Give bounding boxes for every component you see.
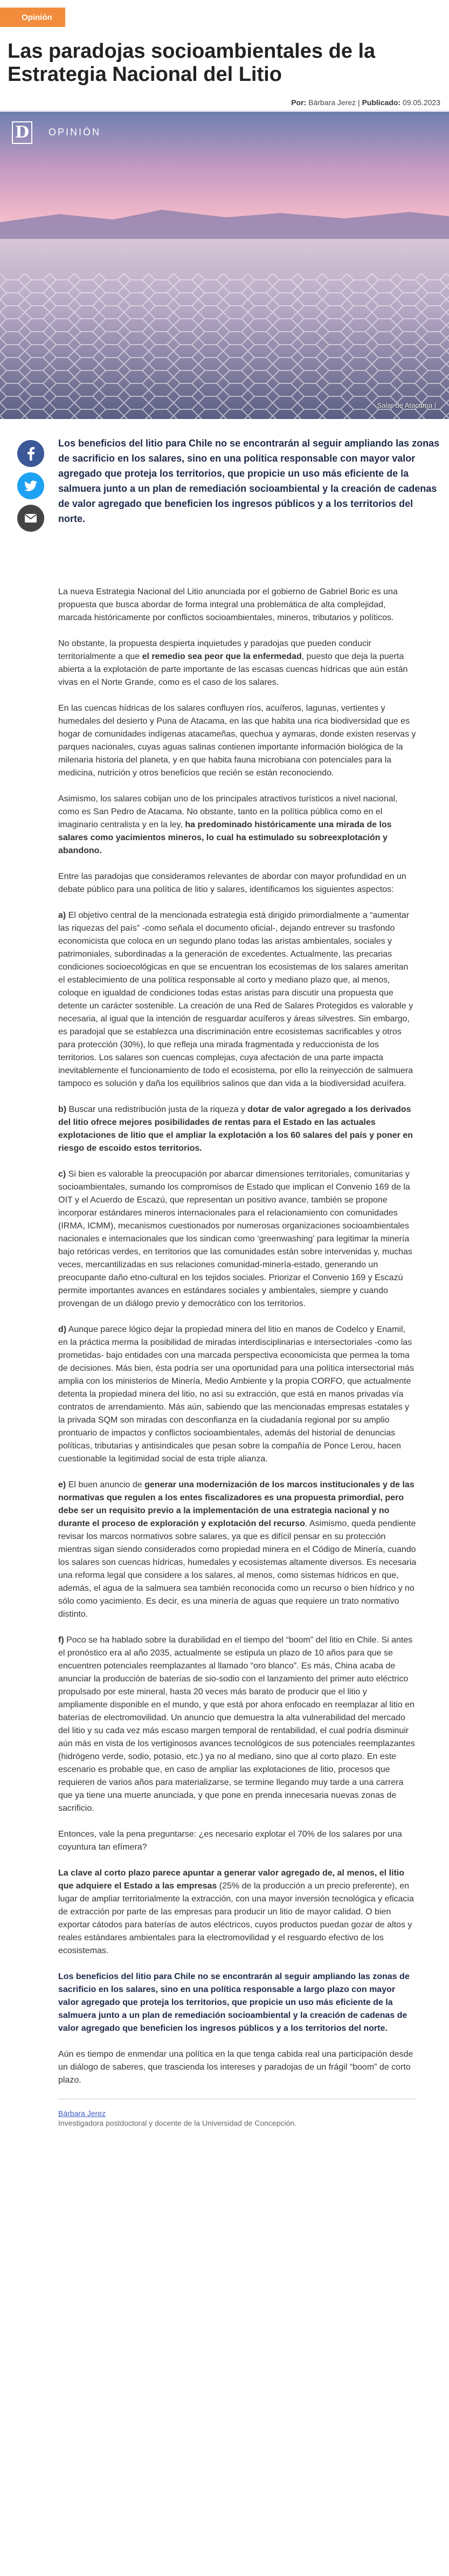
share-twitter-button[interactable] [17,472,44,499]
paragraph-text: . Asimismo, queda pendiente revisar los marcos normativos sobre salares, ya que es difícil pensar en su protección mientras sigan siendo considerados como propiedad minera en el Código de Minería, cuando los salares son cuencas hídricas, humedales y ecosistemas altamente diversos. Es necesaria una reforma legal que considere a los salares, al menos, como sistemas hídricos en que, además, el agua de la salmuera sea también reconocida como un recurso o bien hídrico y no sólo como yacimiento. Es decir, es una minería de aguas que requiere un trato normativo distinto. [58,1519,417,1619]
bold-text: b) [58,1105,67,1114]
paragraph-text: En las cuencas hídricas de los salares confluyen ríos, acuíferos, lagunas, vertientes y humedales del desierto y Puna de Atacama, en las que habita una rica biodiversidad que es hogar de comunidades indígenas atacameñas, quechua y aymaras, donde existen reservas y parques nacionales, cuyas aguas salinas contienen importante información biológica de la milenaria historia del planeta, y en que habita fauna microbiana con potenciales para la medicina, nutrición y otros beneficios que recién se están reconociendo. [58,704,416,778]
paragraph-text: La nueva Estrategia Nacional del Litio anunciada por el gobierno de Gabriel Boric es una propuesta que busca abordar de forma integral una problemática de alta complejidad, marcada históricamente por conflictos socioambientales, mineros, tributarios y políticos. [58,587,398,622]
paragraph-text: Buscar una redistribución justa de la riqueza y [66,1105,248,1114]
body-paragraph [58,1867,417,1957]
paragraph-text: , puesto que deja la puerta abierta a la explotación de parte importante de las escasas cuencas hídricas que aún están vivas en el Norte Grande, como es el caso de los salares. [58,652,408,687]
bold-text: c) [58,1170,66,1179]
email-icon [17,505,44,532]
photo-caption: Salar de Atacama | [377,401,436,409]
twitter-icon [17,472,44,499]
article-title: Las paradojas socioambientales de la Estrategia Nacional del Litio [8,40,376,86]
bold-text: f) [58,1636,64,1645]
section-label: OPINIÓN [49,127,101,138]
body-paragraph [58,1828,417,1854]
article-body [58,586,417,2127]
paragraph-text: El objetivo central de la mencionada estrategia está dirigido primordialmente a “aumentar las riquezas del país” -como señala el documento oficial-, dejando entrever su trasfondo economicista que coloca en un segundo plano todas las aristas ambientales, sociales y patrimoniales, subordinadas a la generación de excedentes. Actualmente, las precarias condiciones socioecológicas en que se encuentran los ecosistemas de los salares ameritan el establecimiento de una política responsable al corto y mediano plazo que, al menos, coloque en igualdad de condiciones todas estas aristas para discutir una propuesta que detente un carácter sostenible. La creación de una Red de Salares Protegidos es valorable y necesaria, al igual que la intención de resguardar acuíferos y áreas silvestres. Sin embargo, es paradojal que se establezca una discriminación entre ecosistemas sacrificables y otros para protección (30%), lo que refleja una mirada fragmentada y reduccionista de los territorios. Los salares son cuencas complejas, cuya afectación de una parte impacta inevitablemente el funcionamiento de todo el ecosistema, por ello la reinyección de salmuera tampoco es solución y daña los equilibrios salinos que dan vida a la biodiversidad acuífera. [58,911,413,1088]
salt-flat-landscape [0,112,449,419]
paragraph-text: Si bien es valorable la preocupación por abarcar dimensiones territoriales, comunitarias y socioambientales, sumando los compromisos de Estado que implican el Convenio 169 de la OIT y el Acuerdo de Escazú, que representan un positivo avance, también se propone incorporar estándares mineros internacionales para el relacionamiento con comunidades (IRMA, ICMM), mecanismos cuestionados por numerosas organizaciones socioambientales nacionales e internacionales que los sindican como ‘greenwashing’ para legitimar la minería bajo retóricas verdes, en territorios que las comunidades están sobre intervenidas y, muchas veces, mercantilizadas en sus relaciones comunidad-minería-estado, generando un preocupante daño etno-cultural en los tejidos sociales. Priorizar el Convenio 169 y Escazú permite importantes avances en estándares sociales y ambientales, siempre y cuando provengan de un diálogo previo y democrático con los territorios. [58,1170,412,1308]
bold-text: generar una modernización de los marcos institucionales y de las normativas que regulen a los entes fiscalizadores es una propuesta primordial, pero debe ser un requisito previo a la implementación de una estrategia nacional y no durante el proceso de exploración y explotación del recurso [58,1480,415,1528]
byline-divider [0,110,449,111]
byline-por-label: Por: [291,98,307,107]
paragraph-text: Aunque parece lógico dejar la propiedad minera del litio en manos de Codelco y Enamil, en la práctica merma la posibilidad de miradas interdisciplinarias e intersectoriales -como las prometidas- bajo entidades con una marcada perspectiva economicista que permea la toma de decisiones. Más bien, ésta podría ser una oportunidad para una política intersectorial más amplia con los ministerios de Minería, Medio Ambiente y la propia CORFO, que actualmente detenta la propiedad minera del litio, no así su extracción, que está en manos privadas vía contratos de arrendamiento. Más aún, sabiendo que las mencionadas empresas estatales y la privada SQM son miradas con desconfianza en la ciudadanía regional por su amplio prontuario de impactos y conflictos socioambientales, además del historial de denuncias políticas, tributarias y antisindicales que pesan sobre la compañía de Ponce Lerou, hacen cuestionable la legitimidad social de esta triple alianza. [58,1325,414,1464]
paragraph-text: El buen anuncio de [66,1480,145,1489]
body-paragraph [58,1168,417,1310]
body-paragraph [58,2048,417,2087]
body-paragraph [58,909,417,1090]
category-tag[interactable]: Opinión [0,8,65,27]
body-paragraph [58,702,417,780]
body-paragraph [58,1479,417,1621]
paragraph-text: Aún es tiempo de enmendar una política en la que tenga cabida real una participación desde un diálogo de saberes, que trascienda los intereses y paradojas de un frágil “boom” de corto plazo. [58,2050,413,2085]
closing-paragraph [58,1970,417,2035]
outlet-logo: D [12,121,32,144]
body-paragraph [58,793,417,857]
byline-separator: | [357,98,360,107]
body-paragraph [58,870,417,896]
author-box [58,2099,417,2127]
article-lead: Los beneficios del litio para Chile no se encontrarán al seguir ampliando las zonas de sacrificio en los salares, sino en una política responsable con mayor valor agregado que proteja los territorios, que propicie un uso más eficiente de la salmuera junto a un plan de remediación socioambiental y la creación de cadenas de valor agregado que beneficien los ingresos públicos y a los territorios del norte. [58,438,440,524]
bold-text: el remedio sea peor que la enfermedad [142,652,302,661]
paragraph-text: Entonces, vale la pena preguntarse: ¿es necesario explotar el 70% de los salares por una coyuntura tan efímera? [58,1830,402,1852]
body-paragraph [58,637,417,689]
author-name-link[interactable]: Bárbara Jerez [58,2109,106,2118]
paragraph-text: (25% de la producción a un precio preferente), en lugar de ampliar territorialmente la extracción, con una mayor inversión tecnológica y eficacia de extracción por parte de las empresas para producir un litio de mayor calidad. O bien exportar cátodos para baterías de autos eléctricos, cuyos productos puedan gozar de altos y reales estándares ambientales para la electromovilidad y el resguardo efectivo de los ecosistemas. [58,1881,414,1955]
paragraph-text: No obstante, la propuesta despierta inquietudes y paradojas que pueden conducir territorialmente a que [58,639,371,661]
paragraph-text: Entre las paradojas que consideramos relevantes de abordar con mayor profundidad en un debate público para una política de litio y salares, identificamos los siguientes aspectos: [58,872,406,894]
share-email-button[interactable] [17,505,44,532]
hero-image [0,112,449,419]
bold-text: dotar de valor agregado a los derivados del litio ofrece mejores posibilidades de rentas para el Estado en las actuales explotaciones de litio que el ampliar la explotación a los 60 salares del país y poner en riesgo de escoido estos territorios. [58,1105,413,1153]
bold-text: La clave al corto plazo parece apuntar a generar valor agregado de, al menos, el litio que adquiere el Estado a las empresas [58,1869,404,1891]
bold-text: Los beneficios del litio para Chile no se encontrarán al seguir ampliando las zonas de sacrificio en los salares, sino en una política responsable a largo plazo con mayor valor agregado que proteja los territorios, que propicie un uso más eficiente de la salmuera junto a un plan de remediación socioambiental y la creación de cadenas de valor agregado que beneficien los ingresos públicos y a los territorios del norte. [58,1972,410,2033]
share-facebook-button[interactable] [17,440,44,467]
author-bio: Investigadora postdoctoral y docente de la Universidad de Concepción. [58,2119,297,2127]
bold-text: d) [58,1325,67,1334]
body-paragraph [58,1323,417,1466]
bold-text: a) [58,911,66,920]
paragraph-text: Asimismo, los salares cobijan uno de los principales atractivos turísticos a nivel nacional, como es San Pedro de Atacama. No obstante, tanto en la política pública como en el imaginario centralista y en la ley, [58,794,398,829]
facebook-icon [17,440,44,467]
byline-published-label: Publicado: [362,98,401,107]
body-paragraph [58,1634,417,1815]
byline [291,98,440,107]
bold-text: ha predominado históricamente una mirada de los salares como yacimientos mineros, lo cual ha estimulado su sobreexplotación y abandono. [58,820,392,855]
body-paragraph [58,1103,417,1155]
bold-text: e) [58,1480,66,1489]
byline-date: 09.05.2023 [402,98,440,107]
byline-author[interactable]: Bárbara Jerez [308,98,356,107]
paragraph-text: Poco se ha hablado sobre la durabilidad en el tiempo del “boom” del litio en Chile. Si antes el pronóstico era al año 2035, actualmente se estipula un plazo de 10 años para que se encuentren potenciales reemplazantes al llamado “oro blanco”. Es más, China acaba de anunciar la producción de baterías de sio-sodio con el lanzamiento del primer auto eléctrico propulsado por este mineral, hasta 20 veces más barato de producir que el litio y ampliamente disponible en el mundo, y que está por ahora enfocado en reemplazar al litio en baterías de electromovilidad. Un anuncio que demuestra la alta vulnerabilidad del mercado del litio y su cada vez más escaso margen temporal de rentabilidad, el cual podría disminuir aún más en vista de los vertiginosos avances tecnológicos de sus potenciales reemplazantes (hidrógeno verde, sodio, potasio, etc.) ya no al mediano, sino que al corto plazo. En este escenario es probable que, en caso de ampliar las explotaciones de litio, procesos que requieren de varios años para materializarse, se termine llegando muy tarde a una carrera que ya tiene una muerte anunciada, y que pone en prenda innecesaria nuevas zonas de sacrificio. [58,1636,415,1813]
body-paragraph [58,586,417,624]
